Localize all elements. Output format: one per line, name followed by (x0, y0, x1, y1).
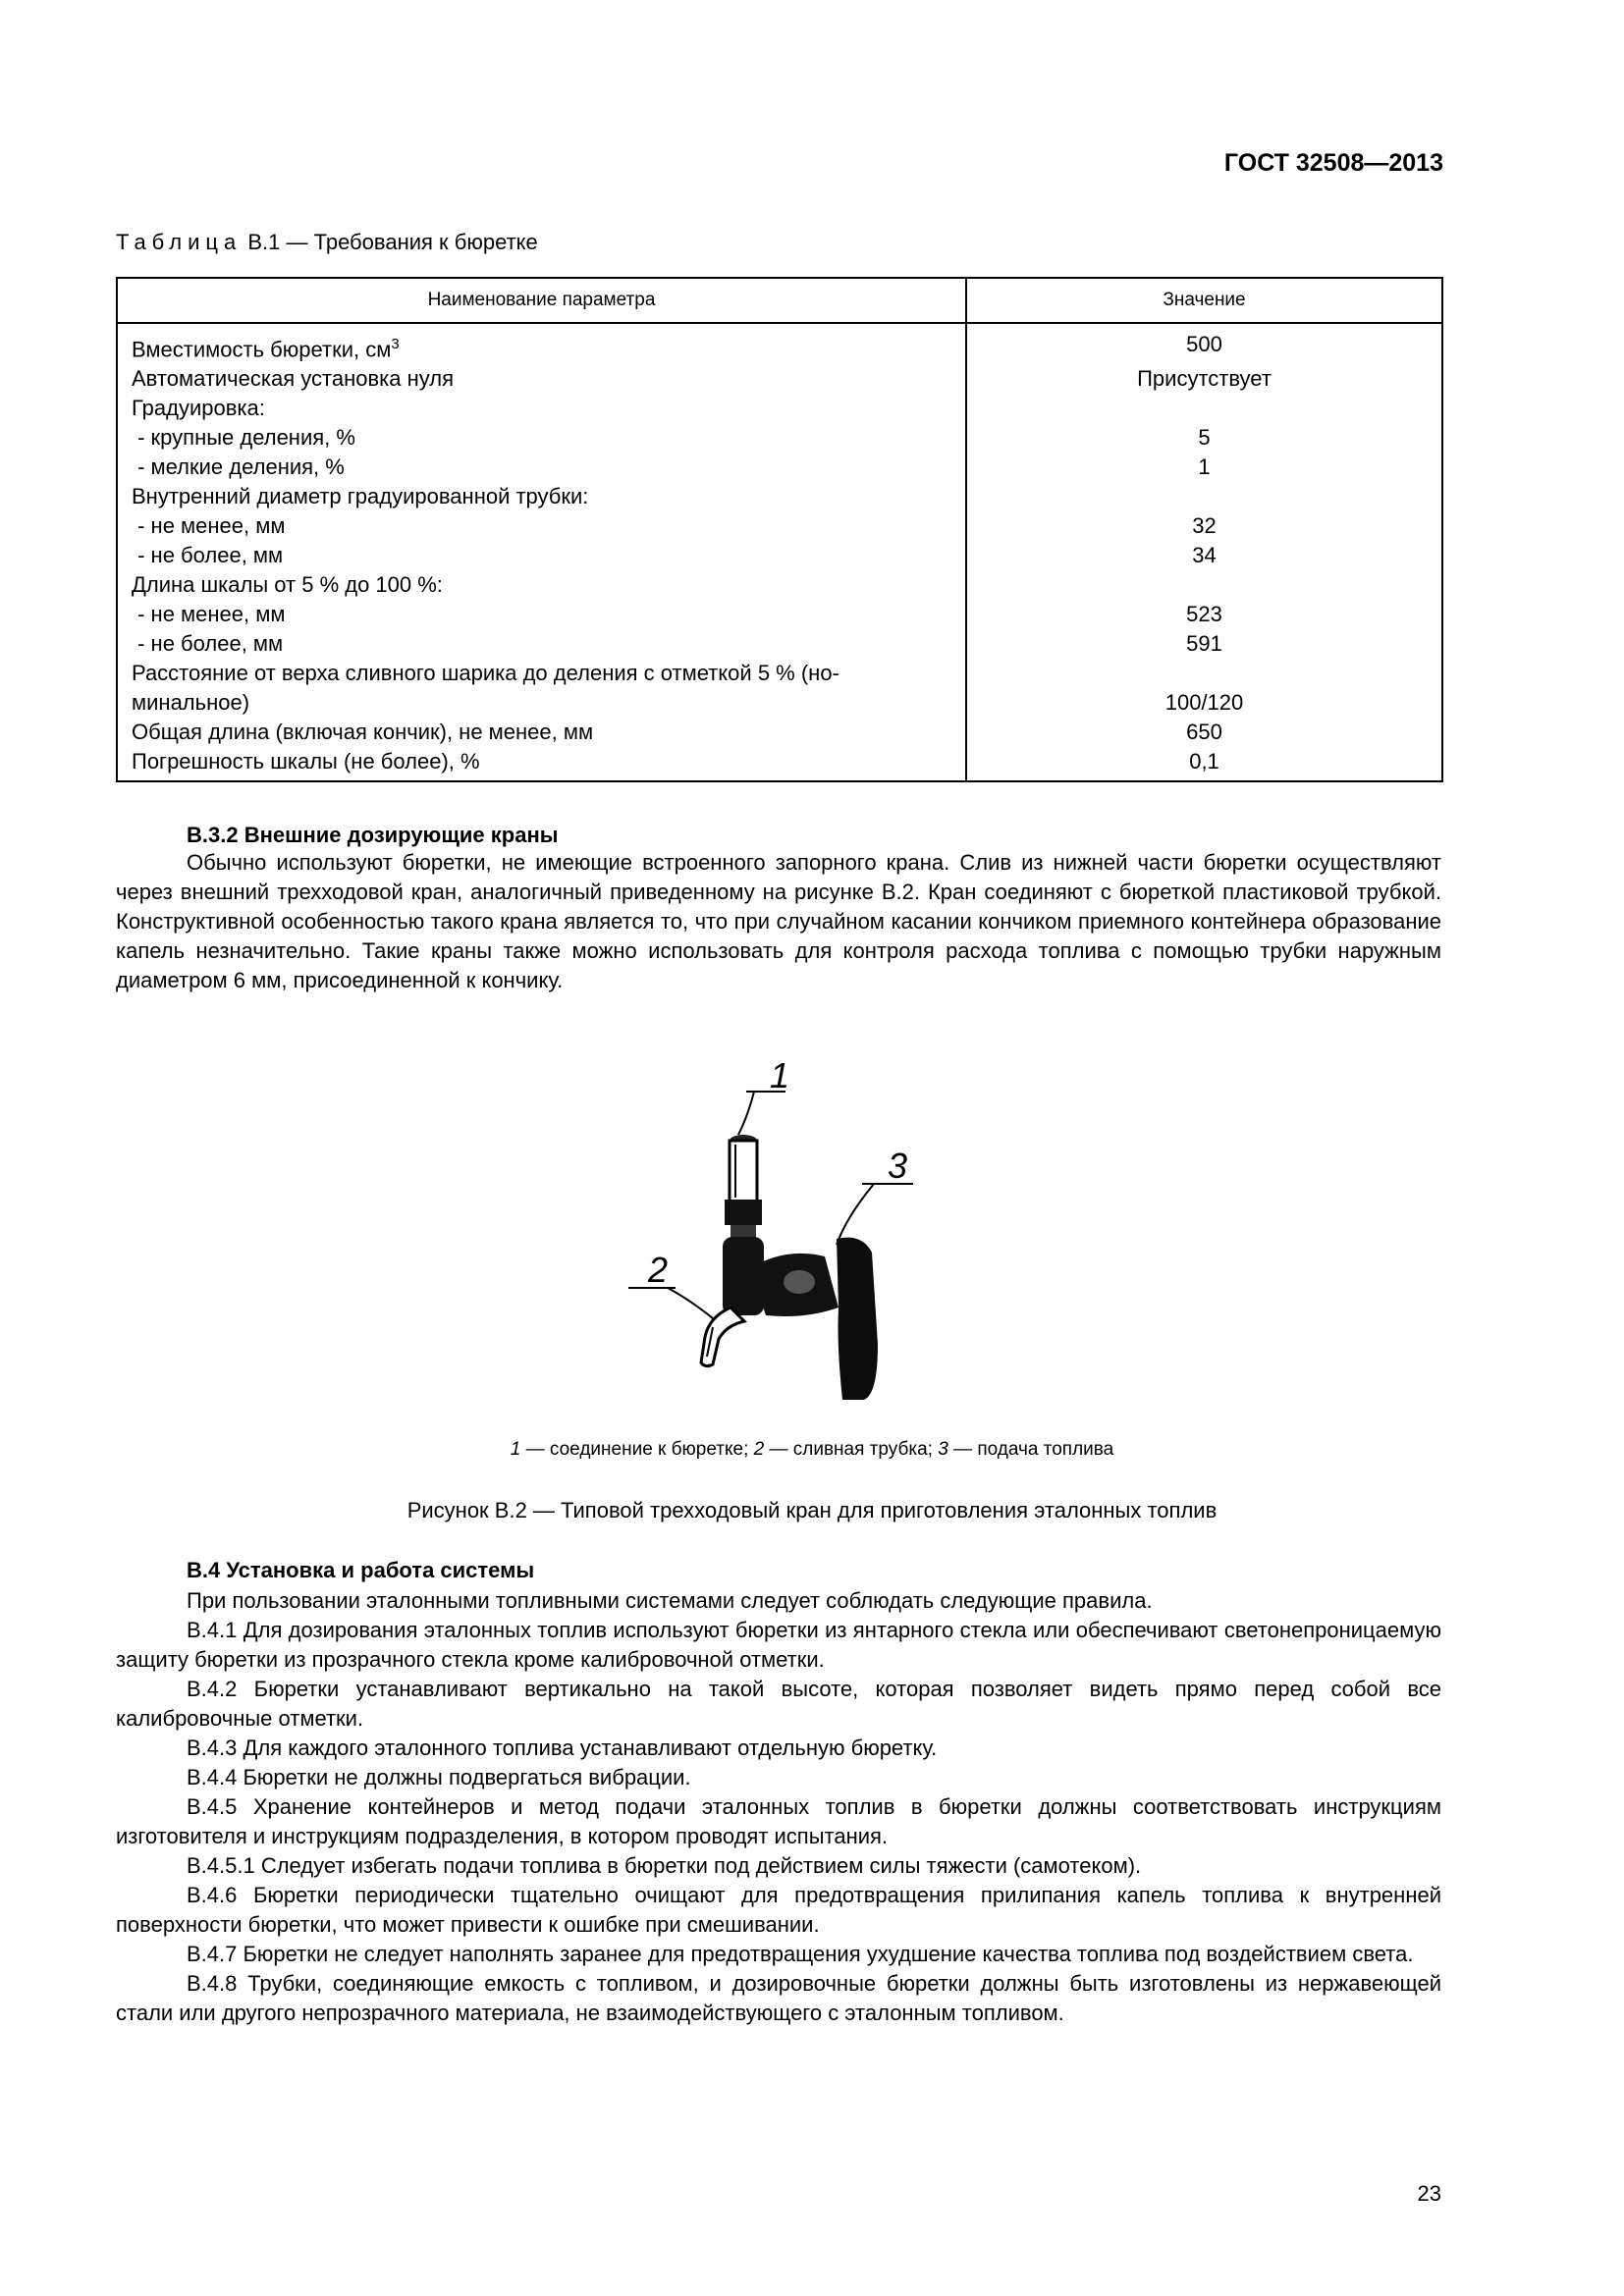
param-value (966, 659, 1442, 688)
table-header-row (117, 278, 1442, 323)
table-row (117, 482, 1442, 511)
table-row (117, 629, 1442, 659)
paragraph-b44: В.4.4 Бюретки не должны подвергаться вибрации. (187, 1765, 691, 1789)
table-caption-label: Таблица (116, 230, 243, 254)
table-row (117, 718, 1442, 747)
param-name: Расстояние от верха сливного шарика до деления с отметкой 5 % (но- (117, 659, 966, 688)
paragraph-b41: В.4.1 Для дозирования эталонных топлив используют бюретки из янтарного стекла или обеспечивают светонепроницаемую защиту бюретки из прозрачного стекла кроме калибровочной отметки. (116, 1618, 1441, 1672)
table-row (117, 600, 1442, 629)
callout-3: 3 (888, 1146, 908, 1186)
param-value: 100/120 (966, 688, 1442, 718)
table-row (117, 364, 1442, 394)
figure-caption: Рисунок В.2 — Типовой трехходовый кран для приготовления эталонных топлив (406, 1498, 1218, 1522)
param-name: Общая длина (включая кончик), не менее, мм (117, 718, 966, 747)
col-header-parameter: Наименование параметра (117, 278, 966, 323)
callout-1: 1 (770, 1055, 790, 1095)
three-way-valve-illustration (628, 1050, 943, 1404)
table-row (117, 511, 1442, 541)
burette-connector (725, 1135, 762, 1239)
param-name: - крупные деления, % (117, 423, 966, 453)
table-row (117, 423, 1442, 453)
paragraph-b43: В.4.3 Для каждого эталонного топлива устанавливают отдельную бюретку. (187, 1735, 938, 1760)
param-name: - мелкие деления, % (117, 453, 966, 482)
paragraph: При пользовании эталонными топливными системами следует соблюдать следующие правила. (187, 1588, 1153, 1613)
section-b32-title: В.3.2 Внешние дозирующие краны (187, 823, 559, 847)
table-row (117, 453, 1442, 482)
param-name: минальное) (117, 688, 966, 718)
param-name: Вместимость бюретки, $см^3$ (117, 323, 966, 364)
table-row (117, 541, 1442, 570)
param-name: - не более, мм (117, 541, 966, 570)
param-value: Присутствует (966, 364, 1442, 394)
col-header-value: Значение (966, 278, 1442, 323)
table-row (117, 659, 1442, 688)
table-row (117, 323, 1442, 364)
param-name: - не более, мм (117, 629, 966, 659)
section-b32-text: Обычно используют бюретки, не имеющие встроенного запорного крана. Слив из нижней части бюретки осуществляют через внешний трехходовой кран, аналогичный приведенному на рисунке В.2. Кран соединяют с бюреткой пластиковой трубкой. Конструктивной особенностью такого крана является то, что при случайном касании кончиком приемного контейнера образование капель незначительно. Такие краны также можно использовать для контроля расхода топлива с помощью трубки наружным диаметром 6 мм, присоединенной к кончику. (116, 850, 1441, 992)
param-name: Длина шкалы от 5 % до 100 %: (117, 570, 966, 600)
table-row (117, 747, 1442, 781)
param-name: Градуировка: (117, 394, 966, 423)
paragraph-b45: В.4.5 Хранение контейнеров и метод подачи эталонных топлив в бюретки должны соответствовать инструкциям изготовителя и инструкциям подразделения, в котором проводят испытания. (116, 1794, 1441, 1848)
paragraph-b48: В.4.8 Трубки, соединяющие емкость с топливом, и дозировочные бюретки должны быть изготовлены из нержавеющей стали или другого непрозрачного материала, не взаимодействующего с эталонным топливом. (116, 1971, 1441, 2025)
table-row (117, 688, 1442, 718)
paragraph-b42: В.4.2 Бюретки устанавливают вертикально на такой высоте, которая позволяет видеть прямо перед собой все калибровочные отметки. (116, 1677, 1441, 1731)
figure-b2 (628, 1050, 943, 1404)
param-value: 500 (966, 323, 1442, 364)
table-row (117, 570, 1442, 600)
param-value: 0,1 (966, 747, 1442, 781)
param-name: Автоматическая установка нуля (117, 364, 966, 394)
drain-tube (701, 1308, 744, 1366)
param-value (966, 570, 1442, 600)
param-value: 591 (966, 629, 1442, 659)
table-row (117, 394, 1442, 423)
paragraph-b46: В.4.6 Бюретки периодически тщательно очищают для предотвращения прилипания капель топлива к внутренней поверхности бюретки, что может привести к ошибке при смешивании. (116, 1883, 1441, 1937)
requirements-table (116, 277, 1443, 782)
param-value: 34 (966, 541, 1442, 570)
param-name: Внутренний диаметр градуированной трубки: (117, 482, 966, 511)
param-value: 523 (966, 600, 1442, 629)
param-value: 5 (966, 423, 1442, 453)
paragraph-b47: В.4.7 Бюретки не следует наполнять заранее для предотвращения ухудшение качества топлива под воздействием света. (187, 1942, 1414, 1966)
table-caption-text: В.1 — Требования к бюретке (242, 230, 538, 254)
table-caption (116, 230, 538, 255)
param-value: 650 (966, 718, 1442, 747)
section-b4-body (116, 1586, 1441, 2028)
section-b4-title: В.4 Установка и работа системы (187, 1558, 535, 1582)
document-header: ГОСТ 32508—2013 (1223, 149, 1443, 177)
figure-legend: 1 — соединение к бюретке; 2 — сливная трубка; 3 — подача топлива (510, 1439, 1114, 1460)
param-value: 1 (966, 453, 1442, 482)
paragraph-b451: В.4.5.1 Следует избегать подачи топлива в бюретки под действием силы тяжести (самотеком). (187, 1853, 1142, 1878)
param-name: - не менее, мм (117, 511, 966, 541)
fuel-supply-block (837, 1238, 878, 1400)
page-number: 23 (1417, 2181, 1441, 2206)
param-value (966, 482, 1442, 511)
param-value (966, 394, 1442, 423)
param-name: Погрешность шкалы (не более), % (117, 747, 966, 781)
param-value: 32 (966, 511, 1442, 541)
param-name: - не менее, мм (117, 600, 966, 629)
callout-2: 2 (648, 1250, 669, 1290)
